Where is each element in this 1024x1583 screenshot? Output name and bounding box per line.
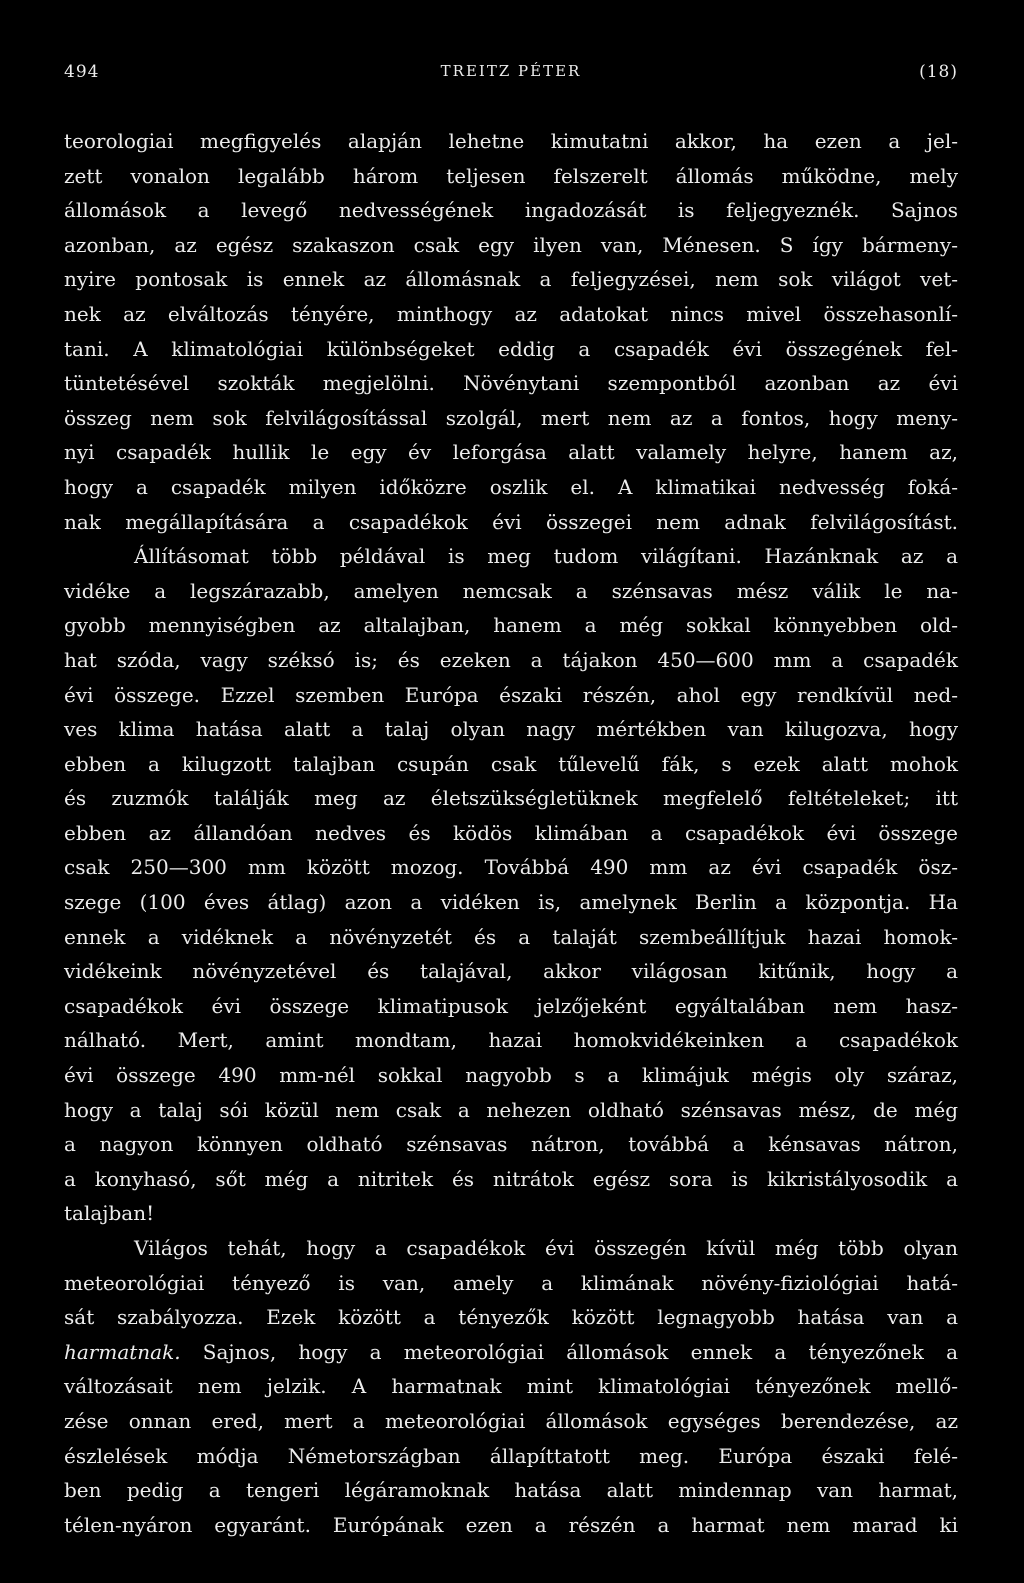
text-line: tani. A klimatológiai különbségeket eddig a csapadék évi összegének fel- — [64, 336, 958, 361]
text-line: szege (100 éves átlag) azon a vidéken is, amelynek Berlin a központja. Ha — [64, 890, 958, 915]
text-line: a nagyon könnyen oldható szénsavas nátron, továbbá a kénsavas nátron, — [64, 1132, 958, 1157]
text-line: télen-nyáron egyaránt. Európának ezen a részén a harmat nem marad ki — [64, 1512, 958, 1537]
body-text — [64, 124, 958, 1542]
text-line: hogy a talaj sói közül nem csak a nehezen oldható szénsavas mész, de még — [64, 1097, 958, 1122]
text-line: a konyhasó, sőt még a nitritek és nitrátok egész sora is kikristályosodik a — [64, 1166, 958, 1191]
text-line-italic-start: harmatnak. Sajnos, hogy a meteorológiai állomások ennek a tényezőnek a — [64, 1339, 958, 1364]
text-line: gyobb mennyiségben az altalajban, hanem a még sokkal könnyebben old- — [64, 613, 958, 638]
text-line: hat szóda, vagy széksó is; és ezeken a tájakon 450—600 mm a csapadék — [64, 647, 958, 672]
text-line: és zuzmók találják meg az életszükségletüknek megfelelő feltételeket; itt — [64, 786, 958, 811]
text-line: vidékeink növényzetével és talajával, akkor világosan kitűnik, hogy a — [64, 959, 958, 984]
text-line: zése onnan ered, mert a meteorológiai állomások egységes berendezése, az — [64, 1408, 958, 1433]
text-line: ennek a vidéknek a növényzetét és a talaját szembeállítjuk hazai homok- — [64, 924, 958, 949]
text-line: meteorológiai tényező is van, amely a klimának növény-fiziológiai hatá- — [64, 1270, 958, 1295]
text-line: nak megállapítására a csapadékok évi összegei nem adnak felvilágosítást. — [64, 509, 958, 534]
text-line: évi összege. Ezzel szemben Európa északi részén, ahol egy rendkívül ned- — [64, 682, 958, 707]
italic-word: harmatnak. — [64, 1339, 181, 1364]
text-line: vidéke a legszárazabb, amelyen nemcsak a szénsavas mész válik le na- — [64, 578, 958, 603]
text-line: sát szabályozza. Ezek között a tényezők között legnagyobb hatása van a — [64, 1305, 958, 1330]
text-line: összeg nem sok felvilágosítással szolgál, mert nem az a fontos, hogy meny- — [64, 405, 958, 430]
text-line: azonban, az egész szakaszon csak egy ilyen van, Ménesen. S így bármeny- — [64, 232, 958, 257]
running-title: TREITZ PÉTER — [440, 62, 582, 80]
text-line: hogy a csapadék milyen időközre oszlik el. A klimatikai nedvesség foká- — [64, 474, 958, 499]
section-number: (18) — [919, 62, 958, 82]
page-number: 494 — [64, 62, 100, 82]
text-line: teorologiai megfigyelés alapján lehetne kimutatni akkor, ha ezen a jel- — [64, 129, 958, 153]
text-line: zett vonalon legalább három teljesen felszerelt állomás működne, mely — [64, 163, 958, 188]
paragraph-3 — [64, 1231, 958, 1542]
text-line: nálható. Mert, amint mondtam, hazai homokvidékeinken a csapadékok — [64, 1028, 958, 1053]
text-line: talajban! — [64, 1201, 155, 1226]
text-line: Állításomat több példával is meg tudom világítani. Hazánknak az a — [134, 544, 958, 569]
text-line: évi összege 490 mm-nél sokkal nagyobb s a klimájuk mégis oly száraz, — [64, 1063, 958, 1088]
paragraph-1 — [64, 124, 958, 539]
text-line: tüntetésével szokták megjelölni. Növénytani szempontból azonban az évi — [64, 371, 958, 396]
text-line: nyire pontosak is ennek az állomásnak a feljegyzései, nem sok világot vet- — [64, 267, 958, 292]
text-line: ves klima hatása alatt a talaj olyan nagy mértékben van kilugozva, hogy — [64, 717, 958, 742]
paragraph-2 — [64, 539, 958, 1231]
text-line: állomások a levegő nedvességének ingadozását is feljegyeznék. Sajnos — [64, 198, 958, 223]
text-line: nek az elváltozás tényére, minthogy az adatokat nincs mivel összehasonlí- — [64, 301, 958, 326]
text-line: változásait nem jelzik. A harmatnak mint klimatológiai tényezőnek mellő- — [64, 1374, 958, 1399]
text-line: nyi csapadék hullik le egy év leforgása alatt valamely helyre, hanem az, — [64, 440, 958, 465]
page-header — [64, 62, 958, 86]
text-line: észlelések módja Németországban állapíttatott meg. Európa északi felé- — [64, 1443, 958, 1468]
text-line: csapadékok évi összege klimatipusok jelzőjeként egyáltalában nem hasz- — [64, 993, 958, 1018]
text-line: ben pedig a tengeri légáramoknak hatása alatt mindennap van harmat, — [64, 1478, 958, 1503]
text-line: csak 250—300 mm között mozog. Továbbá 490 mm az évi csapadék ösz- — [64, 855, 958, 880]
text-line: ebben a kilugzott talajban csupán csak tűlevelű fák, s ezek alatt mohok — [64, 751, 958, 776]
text-line: Világos tehát, hogy a csapadékok évi összegén kívül még több olyan — [134, 1236, 958, 1260]
text-line: ebben az állandóan nedves és ködös klimában a csapadékok évi összege — [64, 820, 958, 845]
